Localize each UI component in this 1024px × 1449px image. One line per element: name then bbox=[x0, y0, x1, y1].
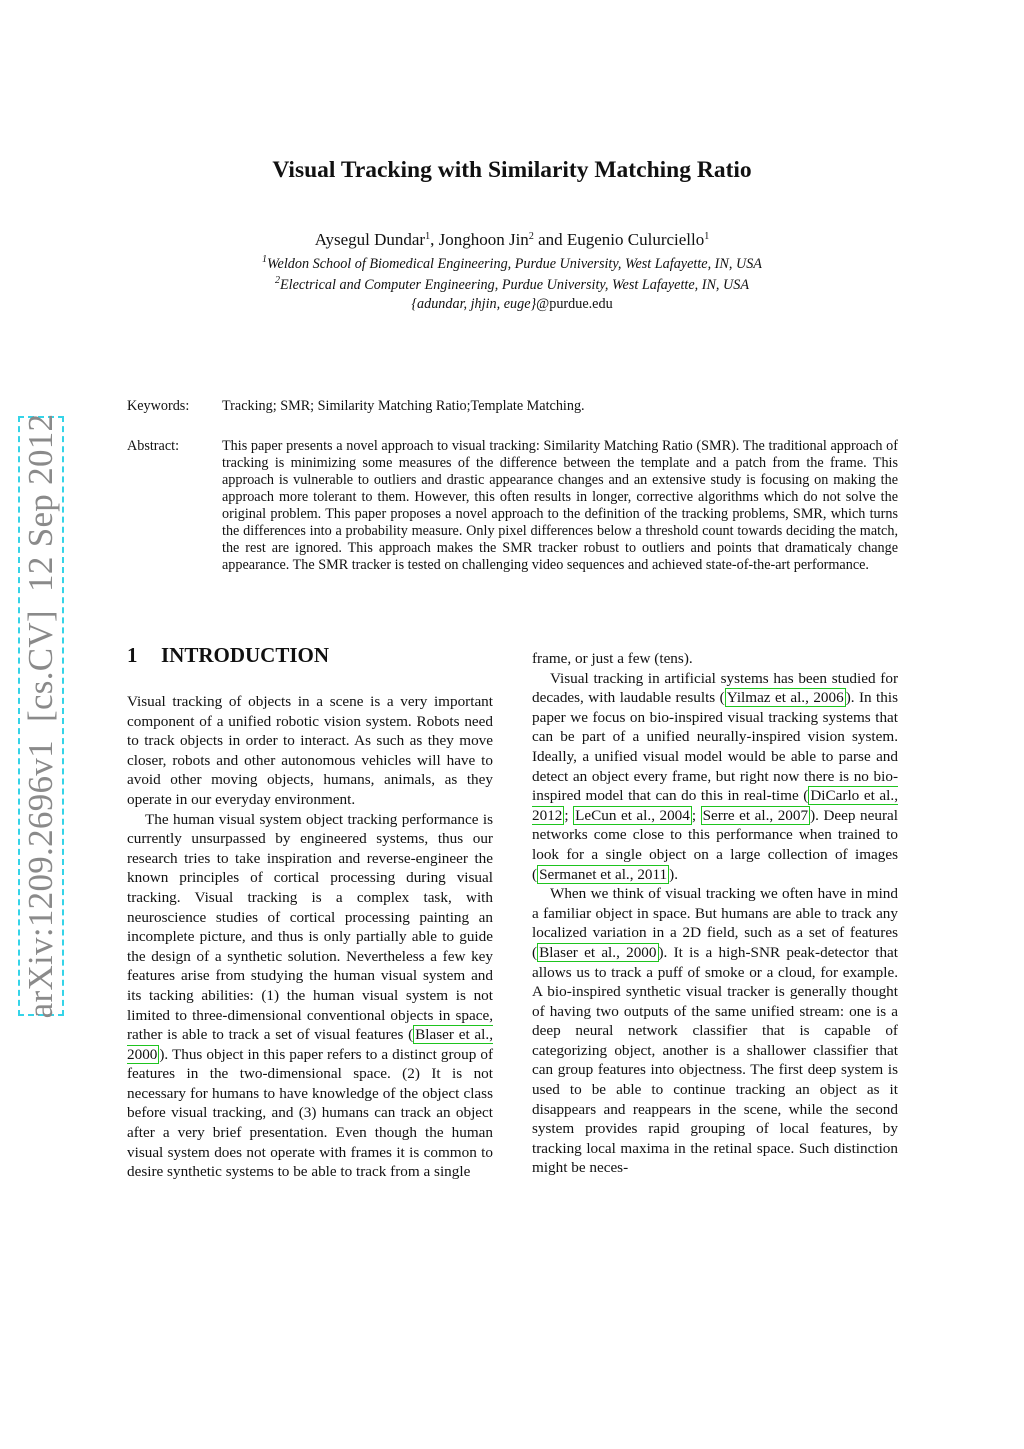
citation-link[interactable]: Sermanet et al., 2011 bbox=[539, 865, 668, 883]
paragraph bbox=[532, 884, 898, 1178]
email-names: {adundar, jhjin, euge} bbox=[411, 296, 537, 312]
arxiv-identifier[interactable]: arXiv:1209.2696v1 [cs.CV] 12 Sep 2012 bbox=[21, 413, 60, 1019]
paragraph-text: When we think of visual tracking we often have in mind a familiar object in space. But humans are able to track any localized variation in a 2D field, such as a set of features ( bbox=[532, 885, 898, 961]
citation-link[interactable]: Yilmaz et al., 2006 bbox=[726, 689, 844, 707]
citation-separator: ; bbox=[564, 806, 574, 824]
paragraph: Visual tracking of objects in a scene is a very important component of a unified robotic vision system. Robots need to track objects in order to interact. As such as they move closer, robots and other autonomous vehicles will have to avoid other moving objects, humans, animals, as they operate in our everyday environment. bbox=[127, 693, 493, 808]
paragraph-text: The human visual system object tracking performance is currently unsurpassed by engineered systems, thus our research tries to take inspiration and reverse-engineer the known principles of cortical processing during visual tracking. Visual tracking is a complex task, with neuroscience studies of cortical processing painting an incomplete picture, and thus is only partially able to guide the design of a synthetic solution. Nevertheless a few key features arise from studying the human visual system and its tacking abilities: (1) the human visual system is not limited to three-dimensional conventional objects in space, rather is able to track a set of visual features ( bbox=[127, 810, 493, 1044]
author-list bbox=[0, 230, 1024, 250]
abstract-label: Abstract: bbox=[127, 438, 180, 454]
paragraph-text: Visual tracking in artificial systems has been studied for decades, with laudable results ( bbox=[532, 669, 898, 707]
citation-link[interactable]: Serre et al., 2007 bbox=[702, 806, 809, 824]
keywords-label: Keywords: bbox=[127, 398, 190, 414]
paper-title: Visual Tracking with Similarity Matching Ratio bbox=[272, 157, 752, 183]
email-domain: @purdue.edu bbox=[536, 296, 613, 312]
arxiv-stamp[interactable] bbox=[18, 413, 64, 1019]
citation-separator: ; bbox=[691, 806, 701, 824]
author-name: Aysegul Dundar bbox=[314, 230, 426, 249]
section-number: 1 bbox=[127, 643, 138, 667]
citation-link[interactable]: DiCarlo et al., 2012 bbox=[532, 787, 898, 824]
affiliation-mark: 1 bbox=[262, 254, 268, 265]
author-separator: and bbox=[533, 230, 567, 249]
author-emails bbox=[0, 296, 1024, 313]
paragraph-text: ). Deep neural networks come close to this performance when trained to look for a single object on a large collection of images ( bbox=[532, 806, 898, 883]
left-column bbox=[127, 692, 493, 1182]
affiliation-text: Electrical and Computer Engineering, Purdue University, West Lafayette, IN, USA bbox=[279, 277, 750, 293]
right-column bbox=[532, 649, 898, 1178]
paragraph bbox=[127, 810, 493, 1182]
citation-link[interactable]: LeCun et al., 2004 bbox=[575, 806, 690, 824]
paragraph-text: ). Thus object in this paper refers to a distinct group of features in the two-dimensional space. (2) It is not necessary for humans to have knowledge of the object class before visual tracking, and (3) humans can track an object after a very brief presentation. Even though the human visual system does not operate with frames it is common to desire synthetic systems to be able to track from a single bbox=[127, 1045, 493, 1181]
author-affiliation-mark: 1 bbox=[704, 231, 710, 242]
author-affiliation-mark: 2 bbox=[528, 231, 534, 242]
affiliation-1 bbox=[0, 256, 1024, 273]
affiliation-mark: 2 bbox=[274, 275, 280, 286]
citation-link[interactable]: Blaser et al., 2000 bbox=[539, 943, 657, 961]
paragraph-text: ). bbox=[669, 865, 678, 883]
author-affiliation-mark: 1 bbox=[425, 231, 431, 242]
citation-link[interactable]: Blaser et al., 2000 bbox=[127, 1026, 493, 1063]
author-name: Eugenio Culurciello bbox=[566, 230, 705, 249]
paragraph-text: ). In this paper we focus on bio-inspired visual tracking systems that can be part of a unified neurally-inspired vision system. Ideally, a unified visual model would be able to parse and detect an object every frame, but right now there is no bio-inspired model that can do this in real-time ( bbox=[532, 689, 898, 805]
abstract-text: This paper presents a novel approach to visual tracking: Similarity Matching Ratio (SMR). The traditional approach of tracking is minimizing some measures of the difference between the template and a patch from the frame. This approach is vulnerable to outliers and drastic appearance changes and an extensive study is focusing on making the approach more tolerant to them. However, this often results in longer, corrective algorithms which do not solve the original problem. This paper proposes a novel approach to the definition of the tracking problems, SMR, which turns the differences into a probability measure. Only pixel differences below a threshold count towards deciding the match, the rest are ignored. This approach makes the SMR tracker robust to outliers and points that dramaticaly change appearance. The SMR tracker is tested on challenging video sequences and achieved state-of-the-art performance. bbox=[222, 438, 898, 573]
section-heading bbox=[127, 643, 329, 668]
keywords-text: Tracking; SMR; Similarity Matching Ratio;Template Matching. bbox=[222, 398, 585, 414]
paragraph-text: ). It is a high-SNR peak-detector that allows us to track a puff of smoke or a cloud, for example. A bio-inspired synthetic visual tracker is generally thought of having two outputs of the same unified stream: one is a deep neural network classifier that is capable of categorizing object, another is a shallower classifier that can group features into objectness. The first deep system is used to be able to continue tracking an object as it disappears and reappears in the scene, while the second system provides rapid grouping of local features, by tracking local maxima in the retinal space. Such distinction might be neces- bbox=[532, 943, 898, 1177]
author-name: Jonghoon Jin bbox=[438, 230, 529, 249]
affiliation-text: Weldon School of Biomedical Engineering, Purdue University, West Lafayette, IN, USA bbox=[267, 256, 762, 272]
paragraph: frame, or just a few (tens). bbox=[532, 650, 693, 667]
paragraph bbox=[532, 669, 898, 885]
affiliation-2 bbox=[0, 277, 1024, 294]
author-separator: , bbox=[430, 230, 439, 249]
section-title: INTRODUCTION bbox=[161, 643, 330, 667]
